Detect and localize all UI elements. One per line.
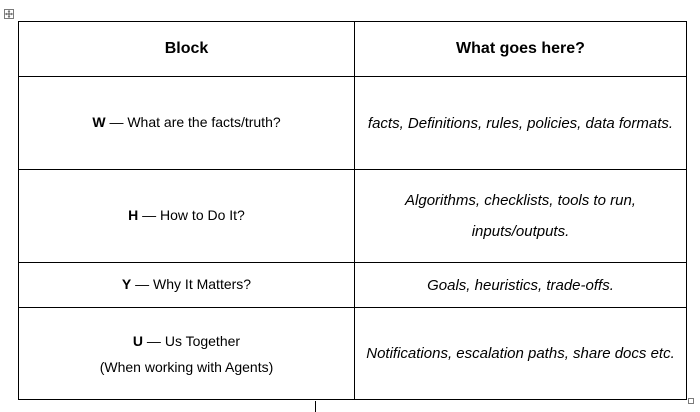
table-row — [19, 263, 687, 308]
table-move-icon[interactable] — [4, 9, 14, 19]
whyu-table — [18, 21, 687, 400]
what-cell[interactable] — [355, 77, 687, 170]
table-row — [19, 170, 687, 263]
block-title: Why It Matters? — [153, 276, 252, 292]
table-resize-icon[interactable] — [688, 398, 694, 404]
header-what-label: What goes here? — [456, 40, 585, 57]
block-letter: Y — [121, 276, 132, 292]
block-dash: — — [105, 114, 128, 130]
table-header-row — [19, 22, 687, 77]
block-cell[interactable] — [19, 308, 355, 400]
what-cell[interactable] — [355, 308, 687, 400]
table-row — [19, 308, 687, 400]
what-line: Algorithms, checklists, tools to run, — [405, 192, 636, 209]
block-letter: W — [92, 114, 106, 130]
what-cell[interactable] — [355, 263, 687, 308]
what-line: Notifications, escalation paths, share docs etc. — [366, 345, 675, 362]
block-dash: — — [138, 207, 161, 223]
block-title: What are the facts/truth? — [127, 114, 281, 130]
block-letter: U — [132, 332, 144, 349]
table-row — [19, 77, 687, 170]
what-line: facts, Definitions, rules, policies, data formats. — [367, 114, 674, 132]
block-subtitle: (When working with Agents) — [99, 358, 274, 375]
header-block-label: Block — [164, 40, 209, 57]
block-letter: H — [128, 207, 139, 223]
header-cell-what[interactable] — [355, 22, 687, 77]
what-line: inputs/outputs. — [471, 223, 570, 240]
header-cell-block[interactable] — [19, 22, 355, 77]
block-dash: — — [143, 332, 165, 349]
block-cell[interactable] — [19, 263, 355, 308]
block-dash: — — [131, 276, 154, 292]
what-cell[interactable] — [355, 170, 687, 263]
block-cell[interactable] — [19, 77, 355, 170]
what-line: Goals, heuristics, trade-offs. — [427, 276, 614, 294]
block-title: How to Do It? — [160, 207, 245, 223]
block-title: Us Together — [164, 332, 241, 349]
text-cursor — [315, 401, 316, 412]
block-cell[interactable] — [19, 170, 355, 263]
